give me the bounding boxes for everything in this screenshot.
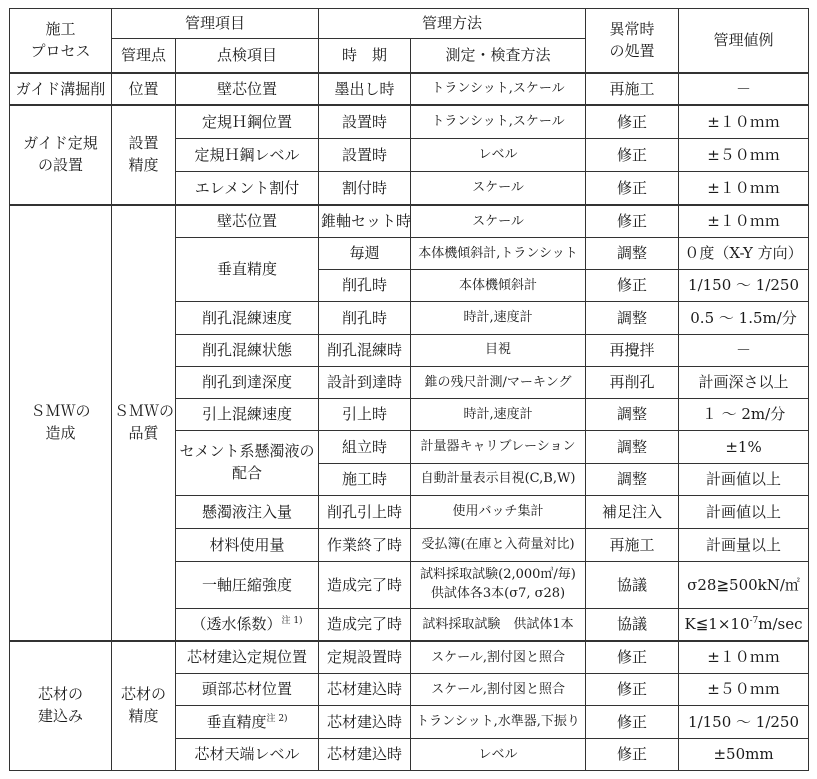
mgmt-point-cell	[112, 105, 176, 205]
timing-cell: 削孔引上時	[319, 495, 411, 528]
timing-cell: 組立時	[319, 431, 411, 463]
timing-cell: 設置時	[319, 139, 411, 172]
mgmt-point-line1: ＳＭＷの	[114, 402, 175, 421]
action-cell: 修正	[586, 738, 679, 770]
action-cell: 修正	[586, 641, 679, 673]
value-cell: ±１０ｍｍ	[679, 105, 809, 138]
value-cell: ０度（X-Y 方向）	[679, 237, 809, 269]
method-cell: 自動計量表示目視(C,B,W)	[411, 463, 586, 495]
header-mgmt-item: 管理項目	[112, 9, 319, 39]
method-cell: 本体機傾斜計,トランシット	[411, 237, 586, 269]
header-measure-method: 測定・検査方法	[411, 39, 586, 73]
action-cell: 協議	[586, 562, 679, 608]
check-item-cell: 頭部芯材位置	[176, 674, 319, 706]
method-cell: 時計,速度計	[411, 399, 586, 431]
timing-cell: 施工時	[319, 463, 411, 495]
header-abnormal-line2: の処置	[609, 41, 655, 60]
method-cell: 時計,速度計	[411, 302, 586, 334]
action-cell: 修正	[586, 139, 679, 172]
header-example: 管理値例	[679, 9, 809, 74]
mgmt-point-line1: 芯材の	[120, 685, 166, 704]
value-cell: ±１０ｍｍ	[679, 172, 809, 205]
method-cell: スケール	[411, 172, 586, 205]
action-cell: 再削孔	[586, 366, 679, 398]
process-cell: ガイド溝掘削	[10, 73, 112, 105]
header-abnormal	[586, 9, 679, 74]
mgmt-point-line2: 精度	[128, 707, 159, 726]
check-item-line2: 配合	[232, 464, 263, 482]
timing-cell: 削孔時	[319, 302, 411, 334]
method-line1: 試料採取試験(2,000㎥/毎)	[420, 567, 576, 583]
check-item-cell: 定規Ｈ鋼レベル	[176, 139, 319, 172]
check-item-cell: 一軸圧縮強度	[176, 562, 319, 608]
method-cell: 目視	[411, 334, 586, 366]
value-cell: ±５０ｍｍ	[679, 139, 809, 172]
process-line1: ＳＭＷの	[30, 402, 91, 421]
action-cell: 再施工	[586, 73, 679, 105]
timing-cell: 毎週	[319, 237, 411, 269]
value-cell: 計画値以上	[679, 463, 809, 495]
timing-cell: 墨出し時	[319, 73, 411, 105]
check-item-cell: 芯材建込定規位置	[176, 641, 319, 673]
check-item-cell: 引上混練速度	[176, 399, 319, 431]
timing-cell: 削孔混練時	[319, 334, 411, 366]
check-item-cell	[176, 431, 319, 496]
check-item-cell	[176, 608, 319, 641]
check-item-cell: 材料使用量	[176, 529, 319, 562]
header-abnormal-line1: 異常時	[609, 19, 655, 38]
process-cell	[10, 105, 112, 205]
value-cell: ±1%	[679, 431, 809, 463]
method-cell: スケール	[411, 205, 586, 237]
check-item-cell: 定規Ｈ鋼位置	[176, 105, 319, 138]
value-cell: 1/150 〜 1/250	[679, 706, 809, 738]
timing-cell: 錐軸セット時	[319, 205, 411, 237]
footnote-mark: 注 1)	[281, 616, 303, 627]
value-cell: σ28≧500kN/㎡	[679, 562, 809, 608]
timing-cell: 造成完了時	[319, 608, 411, 641]
method-cell: 本体機傾斜計	[411, 270, 586, 302]
action-cell: 調整	[586, 302, 679, 334]
method-cell: トランシット,スケール	[411, 105, 586, 138]
header-process	[10, 9, 112, 74]
timing-cell: 削孔時	[319, 270, 411, 302]
check-item-cell: 壁芯位置	[176, 73, 319, 105]
value-cell: 計画深さ以上	[679, 366, 809, 398]
mgmt-point-line2: 品質	[128, 424, 159, 443]
action-cell: 調整	[586, 399, 679, 431]
method-cell: スケール,割付図と照合	[411, 641, 586, 673]
mgmt-point-line1: 設置	[128, 134, 159, 153]
action-cell: 修正	[586, 105, 679, 138]
header-check-item: 点検項目	[176, 39, 319, 73]
action-cell: 再施工	[586, 529, 679, 562]
timing-cell: 設計到達時	[319, 366, 411, 398]
value-cell: －	[679, 334, 809, 366]
check-item-line1: セメント系懸濁液の	[179, 442, 315, 461]
timing-cell: 定規設置時	[319, 641, 411, 673]
header-mgmt-method: 管理方法	[319, 9, 586, 39]
process-line2: の設置	[37, 156, 83, 175]
process-cell	[10, 641, 112, 770]
construction-management-table	[9, 8, 809, 771]
method-cell: 受払簿(在庫と入荷量対比)	[411, 529, 586, 562]
check-item-text: 垂直精度	[206, 712, 267, 731]
method-cell: トランシット,スケール	[411, 73, 586, 105]
mgmt-point-cell	[112, 205, 176, 641]
timing-cell: 設置時	[319, 105, 411, 138]
check-item-cell: エレメント割付	[176, 172, 319, 205]
mgmt-point-line2: 精度	[128, 156, 159, 175]
timing-cell: 芯材建込時	[319, 706, 411, 738]
action-cell: 修正	[586, 205, 679, 237]
check-item-cell: 削孔混練速度	[176, 302, 319, 334]
check-item-text: （透水係数）	[191, 615, 282, 634]
action-cell: 修正	[586, 706, 679, 738]
action-cell: 調整	[586, 237, 679, 269]
value-cell: 1/150 〜 1/250	[679, 270, 809, 302]
value-exponent: -7	[749, 616, 759, 627]
check-item-cell: 懸濁液注入量	[176, 495, 319, 528]
method-cell: 試料採取試験 供試体1本	[411, 608, 586, 641]
method-cell: スケール,割付図と照合	[411, 674, 586, 706]
method-cell: レベル	[411, 738, 586, 770]
method-line2: 供試体各3本(σ7, σ28)	[430, 585, 566, 601]
value-cell: 0.5 〜 1.5m/分	[679, 302, 809, 334]
process-line1: ガイド定規	[23, 134, 98, 153]
method-cell: 計量器キャリブレーション	[411, 431, 586, 463]
value-cell	[679, 608, 809, 641]
mgmt-point-cell	[112, 641, 176, 770]
timing-cell: 芯材建込時	[319, 674, 411, 706]
timing-cell: 作業終了時	[319, 529, 411, 562]
value-cell: －	[679, 73, 809, 105]
check-item-cell: 削孔混練状態	[176, 334, 319, 366]
method-cell	[411, 562, 586, 608]
value-cell: ±50mm	[679, 738, 809, 770]
timing-cell: 引上時	[319, 399, 411, 431]
action-cell: 修正	[586, 270, 679, 302]
timing-cell: 割付時	[319, 172, 411, 205]
header-timing: 時 期	[319, 39, 411, 73]
value-cell: １ 〜 2m/分	[679, 399, 809, 431]
value-cell: ±５０ｍｍ	[679, 674, 809, 706]
action-cell: 協議	[586, 608, 679, 641]
action-cell: 調整	[586, 431, 679, 463]
check-item-cell: 壁芯位置	[176, 205, 319, 237]
action-cell: 補足注入	[586, 495, 679, 528]
mgmt-point-cell: 位置	[112, 73, 176, 105]
process-line2: 建込み	[37, 707, 83, 726]
value-cell: 計画値以上	[679, 495, 809, 528]
process-cell	[10, 205, 112, 641]
header-process-line2: プロセス	[30, 41, 91, 60]
check-item-cell	[176, 706, 319, 738]
check-item-cell: 垂直精度	[176, 237, 319, 302]
method-cell: レベル	[411, 139, 586, 172]
process-line1: 芯材の	[37, 685, 83, 704]
value-cell: 計画量以上	[679, 529, 809, 562]
footnote-mark: 注 2)	[266, 713, 288, 724]
header-process-line1: 施工	[45, 19, 76, 38]
action-cell: 調整	[586, 463, 679, 495]
header-mgmt-point: 管理点	[112, 39, 176, 73]
action-cell: 修正	[586, 172, 679, 205]
action-cell: 再攪拌	[586, 334, 679, 366]
check-item-cell: 芯材天端レベル	[176, 738, 319, 770]
value-unit: m/sec	[758, 615, 803, 634]
timing-cell: 造成完了時	[319, 562, 411, 608]
method-cell: トランシット,水準器,下振り	[411, 706, 586, 738]
method-cell: 錐の残尺計測/マーキング	[411, 366, 586, 398]
value-main: K≦1×10	[684, 615, 750, 634]
method-cell: 使用バッチ集計	[411, 495, 586, 528]
timing-cell: 芯材建込時	[319, 738, 411, 770]
value-cell: ±１０ｍｍ	[679, 641, 809, 673]
check-item-cell: 削孔到達深度	[176, 366, 319, 398]
process-line2: 造成	[45, 424, 76, 443]
action-cell: 修正	[586, 674, 679, 706]
value-cell: ±１０ｍｍ	[679, 205, 809, 237]
